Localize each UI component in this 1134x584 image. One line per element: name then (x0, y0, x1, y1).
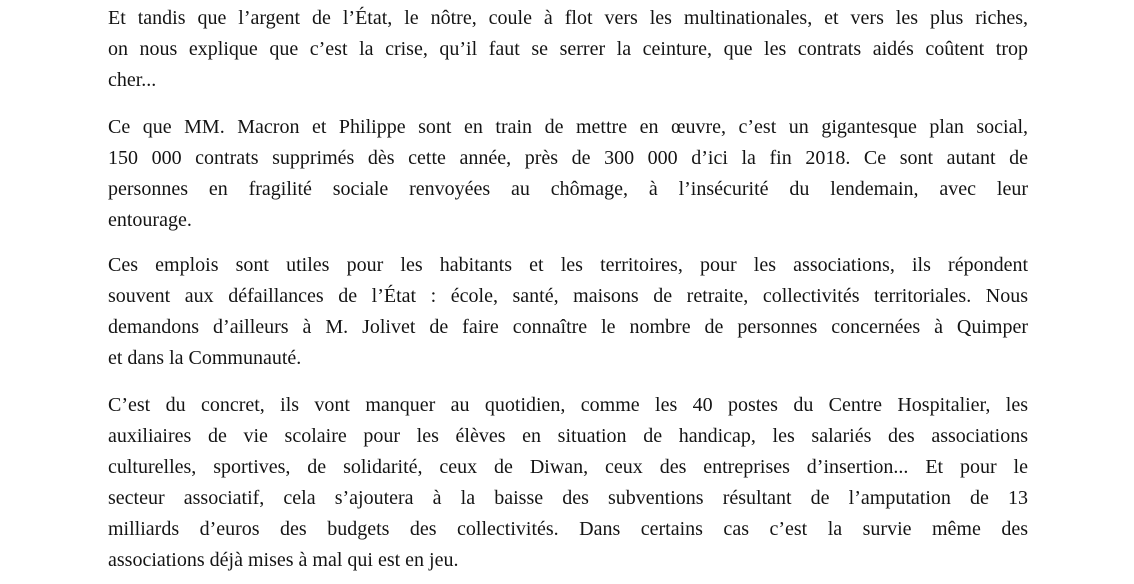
text-line: cher... (108, 69, 157, 91)
paragraph-concrete-impact (108, 390, 1028, 576)
text-line: Et tandis que l’argent de l’État, le nôtre, coule à flot vers les multinationales, et vers les plus riches, (108, 7, 1028, 29)
text-line: on nous explique que c’est la crise, qu’il faut se serrer la ceinture, que les contrats aidés coûtent trop (108, 38, 1028, 60)
text-line: et dans la Communauté. (108, 347, 302, 369)
paragraph-social-plan (108, 112, 1028, 236)
text-line: entourage. (108, 209, 192, 231)
paragraph-useful-jobs (108, 250, 1028, 374)
text-line: auxiliaires de vie scolaire pour les élèves en situation de handicap, les salariés des associations (108, 425, 1028, 447)
text-line: associations déjà mises à mal qui est en jeu. (108, 549, 459, 571)
text-line: culturelles, sportives, de solidarité, ceux de Diwan, ceux des entreprises d’insertion... Et pour le (108, 456, 1028, 478)
text-line: personnes en fragilité sociale renvoyées au chômage, à l’insécurité du lendemain, avec leur (108, 178, 1028, 200)
text-line: secteur associatif, cela s’ajoutera à la baisse des subventions résultant de l’amputation de 13 (108, 487, 1028, 509)
text-line: souvent aux défaillances de l’État : école, santé, maisons de retraite, collectivités territoriales. Nous (108, 285, 1028, 307)
text-line: 150 000 contrats supprimés dès cette année, près de 300 000 d’ici la fin 2018. Ce sont autant de (108, 147, 1028, 169)
text-line: milliards d’euros des budgets des collectivités. Dans certains cas c’est la survie même des (108, 518, 1028, 540)
text-line: demandons d’ailleurs à M. Jolivet de faire connaître le nombre de personnes concernées à Quimper (108, 316, 1028, 338)
text-line: C’est du concret, ils vont manquer au quotidien, comme les 40 postes du Centre Hospitalier, les (108, 394, 1028, 416)
text-line: Ces emplois sont utiles pour les habitants et les territoires, pour les associations, ils répondent (108, 254, 1028, 276)
text-line: Ce que MM. Macron et Philippe sont en train de mettre en œuvre, c’est un gigantesque plan social, (108, 116, 1028, 138)
paragraph-state-money (108, 3, 1028, 96)
